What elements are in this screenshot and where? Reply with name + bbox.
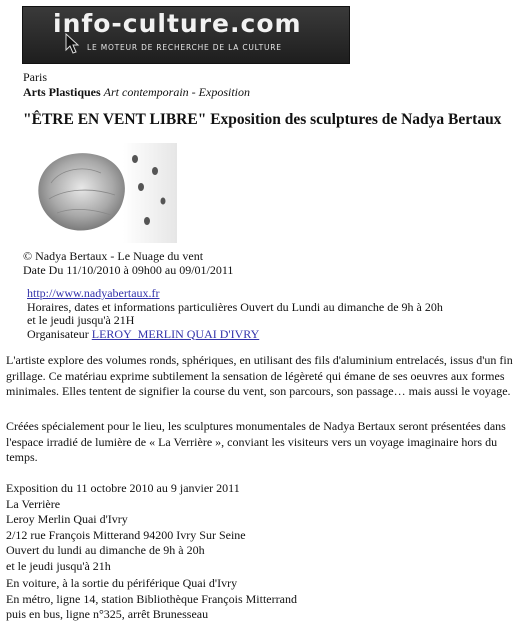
venue-line-6: et le jeudi jusqu'à 21h xyxy=(6,558,111,573)
location: Paris xyxy=(23,70,47,84)
event-title: "ÊTRE EN VENT LIBRE" Exposition des sculptures de Nadya Bertaux xyxy=(23,111,502,128)
website-link[interactable]: http://www.nadyabertaux.fr xyxy=(27,286,160,300)
access-line-2: En métro, ligne 14, station Bibliothèque François Mitterrand xyxy=(6,591,297,606)
category-main: Arts Plastiques xyxy=(23,85,101,99)
access-line-3: puis en bus, ligne n°325, arrêt Brunesseau xyxy=(6,607,209,621)
venue-line-4: 2/12 rue François Mitterand 94200 Ivry Sur Seine xyxy=(6,527,246,542)
info-block xyxy=(27,287,443,341)
venue-line-5: Ouvert du lundi au dimanche de 9h à 20h xyxy=(6,543,205,557)
venue-line-3: Leroy Merlin Quai d'Ivry xyxy=(6,512,128,526)
category-line xyxy=(23,85,250,99)
mouse-pointer-icon xyxy=(65,33,81,60)
access-line-1: En voiture, à la sortie du périférique Quai d'Ivry xyxy=(6,576,238,590)
hours-line-2: et le jeudi jusqu'à 21H xyxy=(27,313,135,327)
photo-caption: © Nadya Bertaux - Le Nuage du vent xyxy=(23,249,204,263)
organizer-line xyxy=(27,328,443,342)
hours-line-1: Horaires, dates et informations particulières Ouvert du Lundi au dimanche de 9h à 20h xyxy=(27,299,443,314)
site-logo[interactable] xyxy=(22,6,350,64)
venue-line-2: La Verrière xyxy=(6,496,61,511)
venue-block xyxy=(6,481,246,574)
category-sub: Art contemporain - Exposition xyxy=(103,85,250,99)
logo-title: info-culture.com xyxy=(53,9,302,38)
logo-tagline: LE MOTEUR DE RECHERCHE DE LA CULTURE xyxy=(87,43,282,52)
venue-line-1: Exposition du 11 octobre 2010 au 9 janvier 2011 xyxy=(6,481,240,495)
description-paragraph-1: L'artiste explore des volumes ronds, sphériques, en utilisant des fils d'aluminium entrelacés, issus d'un fin grillage. Ce matériau exprime subtilement la sensation de légèreté qui émane de ses oeuvres aux formes minimales. Elles tentent de signifier la course du vent, son parcours, son passage… mais aussi le voyage. xyxy=(6,353,513,398)
description-paragraph-2: Créées spécialement pour le lieu, les sculptures monumentales de Nadya Bertaux seront présentées dans l'espace irradié de lumière de « La Verrière », conviant les visiteurs vers un voyage imaginaire hors du temps. xyxy=(6,419,506,464)
event-date: Date Du 11/10/2010 à 09h00 au 09/01/2011 xyxy=(23,263,234,277)
access-block xyxy=(6,576,297,623)
organizer-link[interactable]: LEROY_MERLIN QUAI D'IVRY xyxy=(91,326,260,341)
sculpture-photo xyxy=(31,143,177,243)
organizer-label: Organisateur xyxy=(27,326,89,341)
